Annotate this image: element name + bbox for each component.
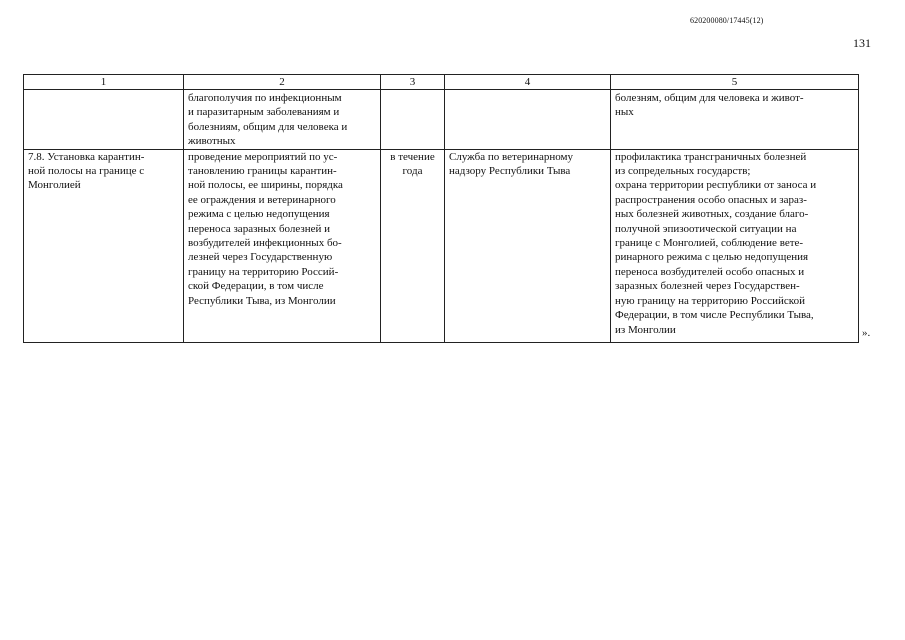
measures-table bbox=[23, 74, 859, 343]
item-title-cell: 7.8. Установка карантин- ной полосы на границе с Монголией bbox=[24, 149, 184, 342]
item-result-cell: профилактика трансграничных болезней из сопредельных государств; охрана территории республики от заноса и распространения особо опасных и зараз- ных болезней животных, создание благо- получной эпизоотической ситуации на границе с Монголией, соблюдение вете- ринарного режима с целью недопущения переноса возбудителей особо опасных и заразных болезней через Государствен- ную границу на территорию Российской Федерации, в том числе Республики Тыва, из Монголии bbox=[611, 149, 859, 342]
column-number-2: 2 bbox=[184, 75, 381, 90]
column-number-3: 3 bbox=[381, 75, 445, 90]
continuation-cell-2: благополучия по инфекционным и паразитарным заболеваниям и болезниям, общим для человека и животных bbox=[184, 90, 381, 150]
page-number: 131 bbox=[853, 36, 871, 50]
column-number-row bbox=[24, 75, 859, 90]
item-activity-cell: проведение мероприятий по ус- тановлению границы карантин- ной полосы, ее ширины, порядка ее ограждения и ветеринарного режима с целью недопущения переноса заразных болезней и возбудителей инфекционных бо- лезней через Государственную границу на территорию Россий- ской Федерации, в том числе Республики Тыва, из Монголии bbox=[184, 149, 381, 342]
item-deadline-cell: в течение года bbox=[381, 149, 445, 342]
continuation-cell-3 bbox=[381, 90, 445, 150]
document-code: 620200080/17445(12) bbox=[690, 16, 764, 25]
continuation-row bbox=[24, 90, 859, 150]
closing-quote-mark: ». bbox=[862, 327, 871, 339]
continuation-cell-5: болезням, общим для человека и живот- ных bbox=[611, 90, 859, 150]
continuation-cell-4 bbox=[445, 90, 611, 150]
item-row-7-8 bbox=[24, 149, 859, 342]
column-number-5: 5 bbox=[611, 75, 859, 90]
column-number-4: 4 bbox=[445, 75, 611, 90]
column-number-1: 1 bbox=[24, 75, 184, 90]
item-responsible-cell: Служба по ветеринарному надзору Республики Тыва bbox=[445, 149, 611, 342]
continuation-cell-1 bbox=[24, 90, 184, 150]
